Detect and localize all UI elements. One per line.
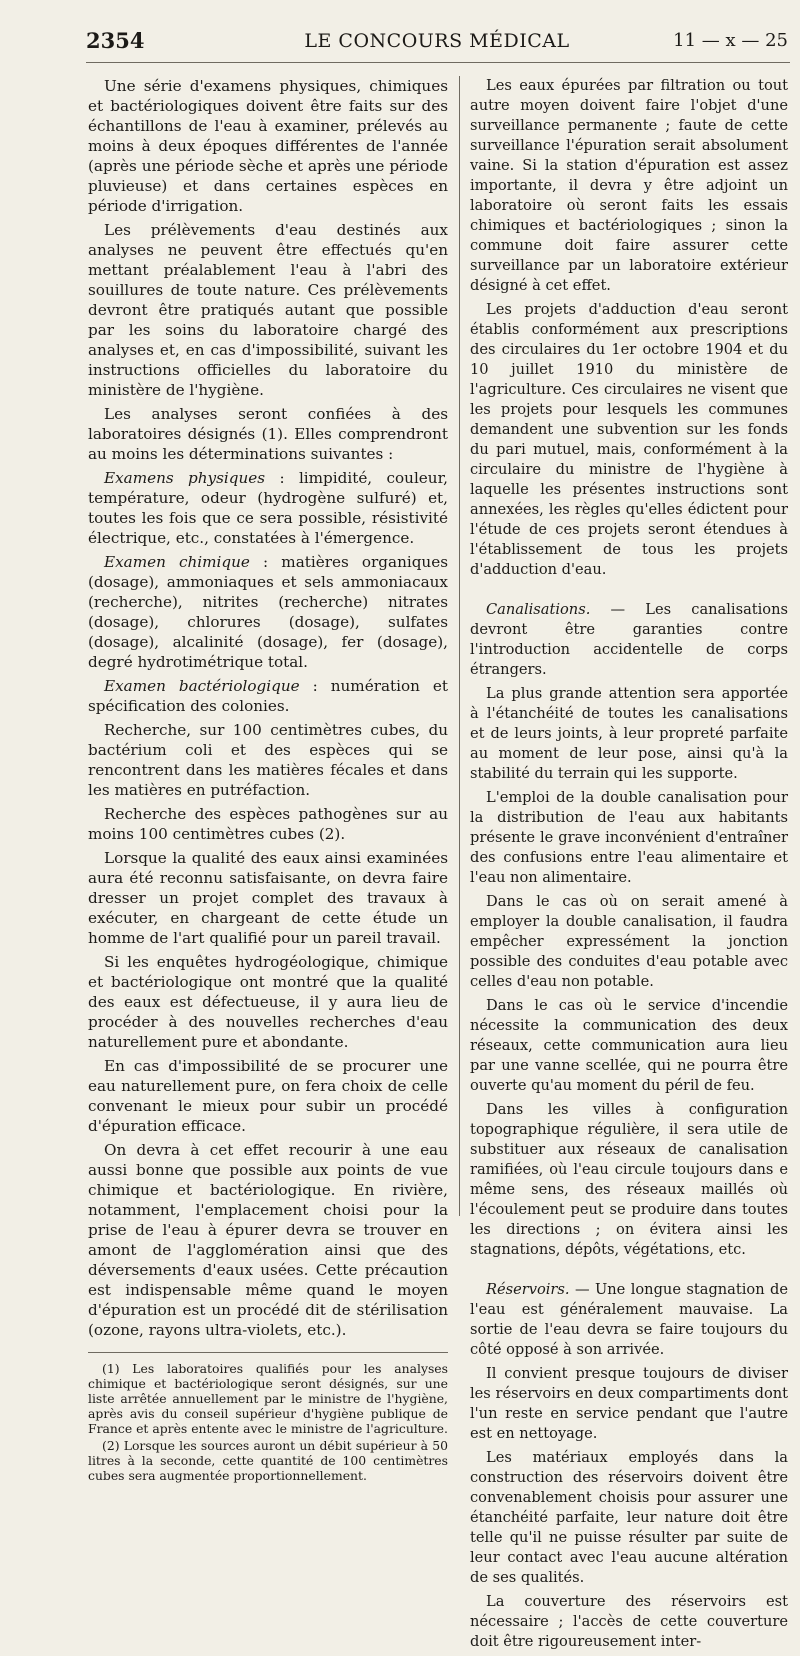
paragraph: Dans les villes à configuration topographique régulière, il sera utile de substituer aux réseaux de canalisation ramifiées, où l'eau circule toujours dans e même sens, des réseaux maillés où l'écoulement peut se produire dans toutes les directions ; on évitera ainsi les stagnations, dépôts, végétations, etc. <box>470 1101 788 1258</box>
paragraph: Les analyses seront confiées à des laboratoires désignés (1). Elles comprendront au moins les déterminations suivantes : <box>88 405 448 463</box>
section-heading: Canalisations. <box>486 601 591 618</box>
paragraph: Lorsque la qualité des eaux ainsi examinées aura été reconnu satisfaisante, on devra faire dresser un projet complet des travaux à exécuter, en chargeant de cette étude un homme de l'art qualifié pour un pareil travail. <box>88 849 448 947</box>
exam-physical-label: Examens physiques <box>104 469 266 487</box>
exam-chemical <box>88 552 448 672</box>
paragraph: Les matériaux employés dans la construction des réservoirs doivent être convenablement choisis pour assurer une étanchéité parfaite, leur nature doit être telle qu'il ne puisse résulter par suite de leur contact avec l'eau aucune altération de ses qualités. <box>470 1449 788 1586</box>
column-divider <box>459 76 460 1216</box>
paragraph: Une série d'examens physiques, chimiques et bactériologiques doivent être faits sur des échantillons de l'eau à examiner, prélevés au moins à deux époques différentes de l'année (après une période sèche et après une période pluvieuse) et dans certaines espèces en période d'irrigation. <box>88 77 448 215</box>
exam-physical <box>88 468 448 548</box>
left-column <box>88 76 448 1485</box>
journal-title: LE CONCOURS MÉDICAL <box>304 30 570 52</box>
right-column <box>470 76 788 1656</box>
paragraph: En cas d'impossibilité de se procurer une eau naturellement pure, on fera choix de celle convenant le mieux pour subir un procédé d'épuration efficace. <box>88 1057 448 1135</box>
exam-bacterio <box>88 676 448 716</box>
paragraph: La couverture des réservoirs est nécessaire ; l'accès de cette couverture doit être rigoureusement inter- <box>470 1593 788 1650</box>
paragraph: Les prélèvements d'eau destinés aux analyses ne peuvent être effectués qu'en mettant préalablement l'eau à l'abri des souillures de toute nature. Ces prélèvements devront être pratiqués autant que possible par les soins du laboratoire chargé des analyses et, en cas d'impossibilité, suivant les instructions officielles du laboratoire du ministère de l'hygiène. <box>88 221 448 399</box>
paragraph: Les projets d'adduction d'eau seront établis conformément aux prescriptions des circulaires du 1er octobre 1904 et du 10 juillet 1910 du ministère de l'agriculture. Ces circulaires ne visent que les projets pour lesquels les communes demandent une subvention sur les fonds du pari mutuel, mais, conformément à la circulaire du ministre de l'hygiène à laquelle les présentes instructions sont annexées, les règles qu'elles édictent pour l'étude de ces projets seront étendues à l'établissement de tous les projets d'adduction d'eau. <box>470 301 788 578</box>
page-number: 2354 <box>86 28 145 53</box>
section-canalisations <box>470 600 788 680</box>
paragraph: Il convient presque toujours de diviser les réservoirs en deux compartiments dont l'un reste en service pendant que l'autre est en nettoyage. <box>470 1365 788 1442</box>
exam-physical-text: : limpidité, couleur, température, odeur (hydrogène sulfuré) et, toutes les fois que ce sera possible, résistivité électrique, etc., constatées à l'émergence. <box>88 469 448 547</box>
paragraph: Les eaux épurées par filtration ou tout autre moyen doivent faire l'objet d'une surveillance permanente ; faute de cette surveillance l'épuration serait absolument vaine. Si la station d'épuration est assez importante, il devra y être adjoint un laboratoire où seront faits les essais chimiques et bactériologiques ; sinon la commune doit faire assurer cette surveillance par un laboratoire extérieur désigné à cet effet. <box>470 77 788 294</box>
section-text: — Les canalisations devront être garanties contre l'introduction accidentelle de corps étrangers. <box>470 601 788 678</box>
paragraph: Recherche, sur 100 centimètres cubes, du bactérium coli et des espèces qui se rencontrent dans les matières fécales et dans les matières en putréfaction. <box>88 721 448 799</box>
header-rule <box>86 62 790 63</box>
section-reservoirs <box>470 1280 788 1360</box>
footnotes <box>88 1352 448 1483</box>
paragraph: On devra à cet effet recourir à une eau aussi bonne que possible aux points de vue chimique et bactériologique. En rivière, notamment, l'emplacement choisi pour la prise de l'eau à épurer devra se trouver en amont de l'agglomération ainsi que des déversements d'eaux usées. Cette précaution est indispensable même quand le moyen d'épuration est un procédé dit de stérilisation (ozone, rayons ultra-violets, etc.). <box>88 1141 448 1339</box>
section-text: — Une longue stagnation de l'eau est généralement mauvaise. La sortie de l'eau devra se faire toujours du côté opposé à son arrivée. <box>470 1281 788 1358</box>
paragraph: L'emploi de la double canalisation pour la distribution de l'eau aux habitants présente le grave inconvénient d'entraîner des confusions entre l'eau alimentaire et l'eau non alimentaire. <box>470 789 788 886</box>
section-heading: Réservoirs. <box>486 1281 570 1298</box>
paragraph: La plus grande attention sera apportée à l'étanchéité de toutes les canalisations et de leurs joints, à leur propreté parfaite au moment de leur pose, ainsi qu'à la stabilité du terrain qui les supporte. <box>470 685 788 782</box>
paragraph: Dans le cas où le service d'incendie nécessite la communication des deux réseaux, cette communication aura lieu par une vanne scellée, qui ne pourra être ouverte qu'au moment du péril de feu. <box>470 997 788 1094</box>
paragraph: Dans le cas où on serait amené à employer la double canalisation, il faudra empêcher expressément la jonction possible des conduites d'eau potable avec celles d'eau non potable. <box>470 893 788 990</box>
exam-chemical-text: : matières organiques (dosage), ammoniaques et sels ammoniacaux (recherche), nitrites (recherche) nitrates (dosage), chlorures (dosage), sulfates (dosage), alcalinité (dosage), fer (dosage), degré hydrotimétrique total. <box>88 553 448 671</box>
paragraph: Si les enquêtes hydrogéologique, chimique et bactériologique ont montré que la qualité des eaux est défectueuse, il y aura lieu de procéder à des nouvelles recherches d'eau naturellement pure et abondante. <box>88 953 448 1051</box>
issue-date: 11 — x — 25 <box>673 30 788 51</box>
footnote: (2) Lorsque les sources auront un débit supérieur à 50 litres à la seconde, cette quantité de 100 centimètres cubes sera augmentée proportionnellement. <box>88 1438 448 1483</box>
exam-bacterio-label: Examen bactériologique <box>104 677 300 695</box>
paragraph: Recherche des espèces pathogènes sur au moins 100 centimètres cubes (2). <box>88 805 448 843</box>
footnote: (1) Les laboratoires qualifiés pour les analyses chimique et bactériologique seront désignés, sur une liste arrêtée annuellement par le ministre de l'hygiène, après avis du conseil supérieur d'hygiène publique de France et après entente avec le ministre de l'agriculture. <box>88 1361 448 1436</box>
page-header <box>86 28 788 58</box>
exam-chemical-label: Examen chimique <box>104 553 250 571</box>
exam-bacterio-text: : numération et spécification des colonies. <box>88 677 449 715</box>
